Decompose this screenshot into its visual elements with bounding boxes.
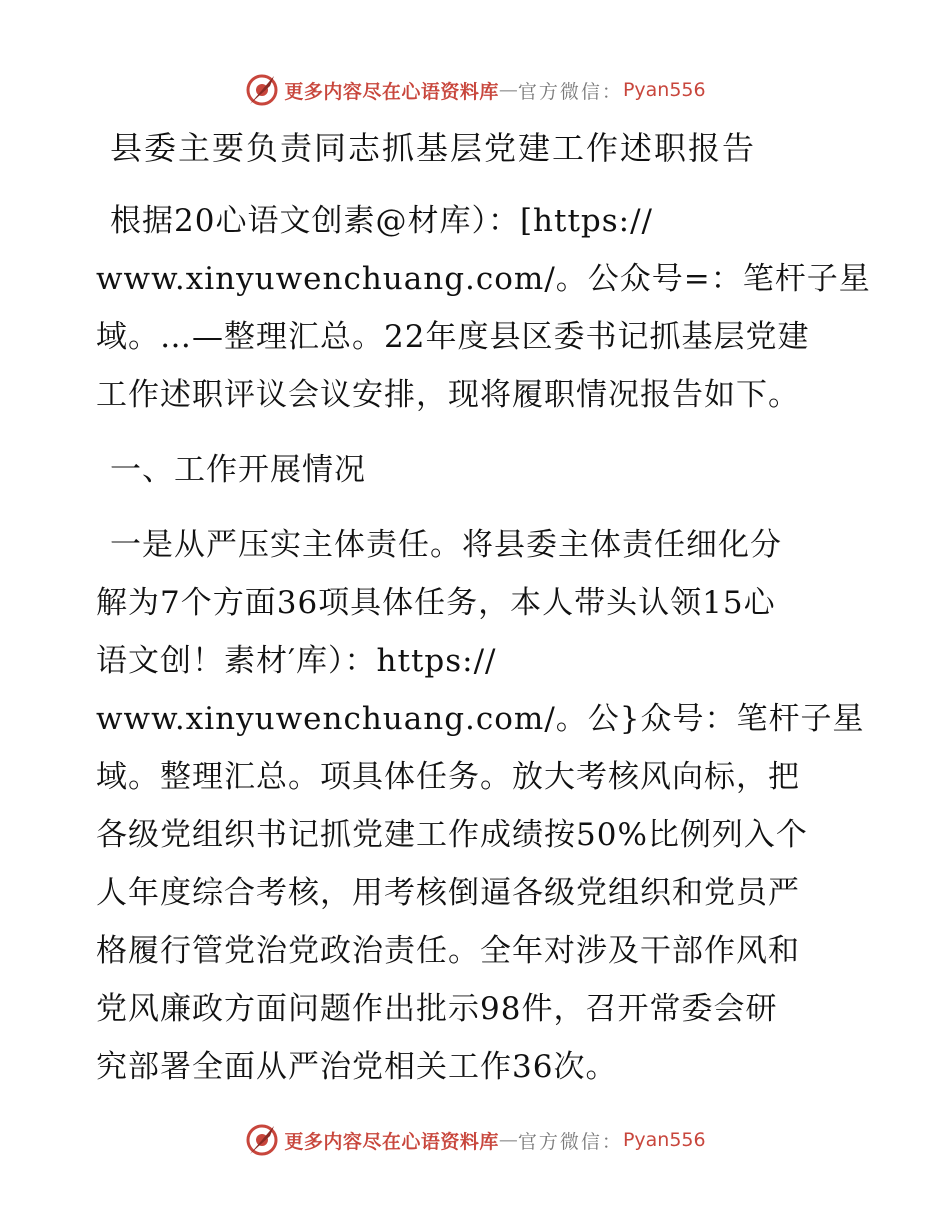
paragraph-line: 究部署全面从严治党相关工作36次。 xyxy=(96,1049,618,1085)
paragraph-line: 工作述职评议会议安排，现将履职情况报告如下。 xyxy=(96,377,800,413)
header-watermark xyxy=(0,68,950,112)
watermark-label: 官方微信： xyxy=(517,1130,623,1153)
watermark-text: 更多内容尽在心语资料库 xyxy=(284,1130,499,1153)
paragraph-line: 各级党组织书记抓党建工作成绩按50%比例列入个 xyxy=(96,817,808,853)
body-paragraph xyxy=(96,516,866,1096)
paragraph-line: 域。…—整理汇总。22年度县区委书记抓基层党建 xyxy=(96,319,810,355)
paragraph-line: 一是从严压实主体责任。将县委主体责任细化分 xyxy=(110,527,782,563)
paragraph-line: 格履行管党治党政治责任。全年对涉及干部作风和 xyxy=(96,933,800,969)
paragraph-line: 域。整理汇总。项具体任务。放大考核风向标，把 xyxy=(96,759,800,795)
watermark-separator: — xyxy=(498,1129,518,1151)
footer-watermark xyxy=(0,1118,950,1162)
watermark-wechat-id: Pyan556 xyxy=(622,79,706,101)
watermark-label: 官方微信： xyxy=(517,80,623,103)
watermark-wechat-id: Pyan556 xyxy=(622,1129,706,1151)
paragraph-line: 解为7个方面36项具体任务，本人带头认领15心 xyxy=(96,585,776,621)
quill-seal-logo-icon xyxy=(244,1122,280,1158)
paragraph-line: 党风廉政方面问题作出批示98件，召开常委会研 xyxy=(96,991,778,1027)
watermark-text: 更多内容尽在心语资料库 xyxy=(284,80,499,103)
paragraph-line: www.xinyuwenchuang.com/。公}众号：笔杆子星 xyxy=(96,701,865,737)
document-title: 县委主要负责同志抓基层党建工作述职报告 xyxy=(110,129,757,167)
intro-paragraph xyxy=(96,192,871,424)
section-heading xyxy=(96,441,866,499)
quill-seal-logo-icon xyxy=(244,72,280,108)
paragraph-line: 人年度综合考核，用考核倒逼各级党组织和党员严 xyxy=(96,875,800,911)
section-heading-text: 一、工作开展情况 xyxy=(110,452,366,488)
paragraph-line: www.xinyuwenchuang.com/。公众号=：笔杆子星 xyxy=(96,261,871,297)
paragraph-line: 根据20心语文创素@材库）：[https:// xyxy=(110,203,654,239)
paragraph-line: 语文创！素材′库）：https:// xyxy=(96,643,497,679)
watermark-separator: — xyxy=(498,79,518,101)
